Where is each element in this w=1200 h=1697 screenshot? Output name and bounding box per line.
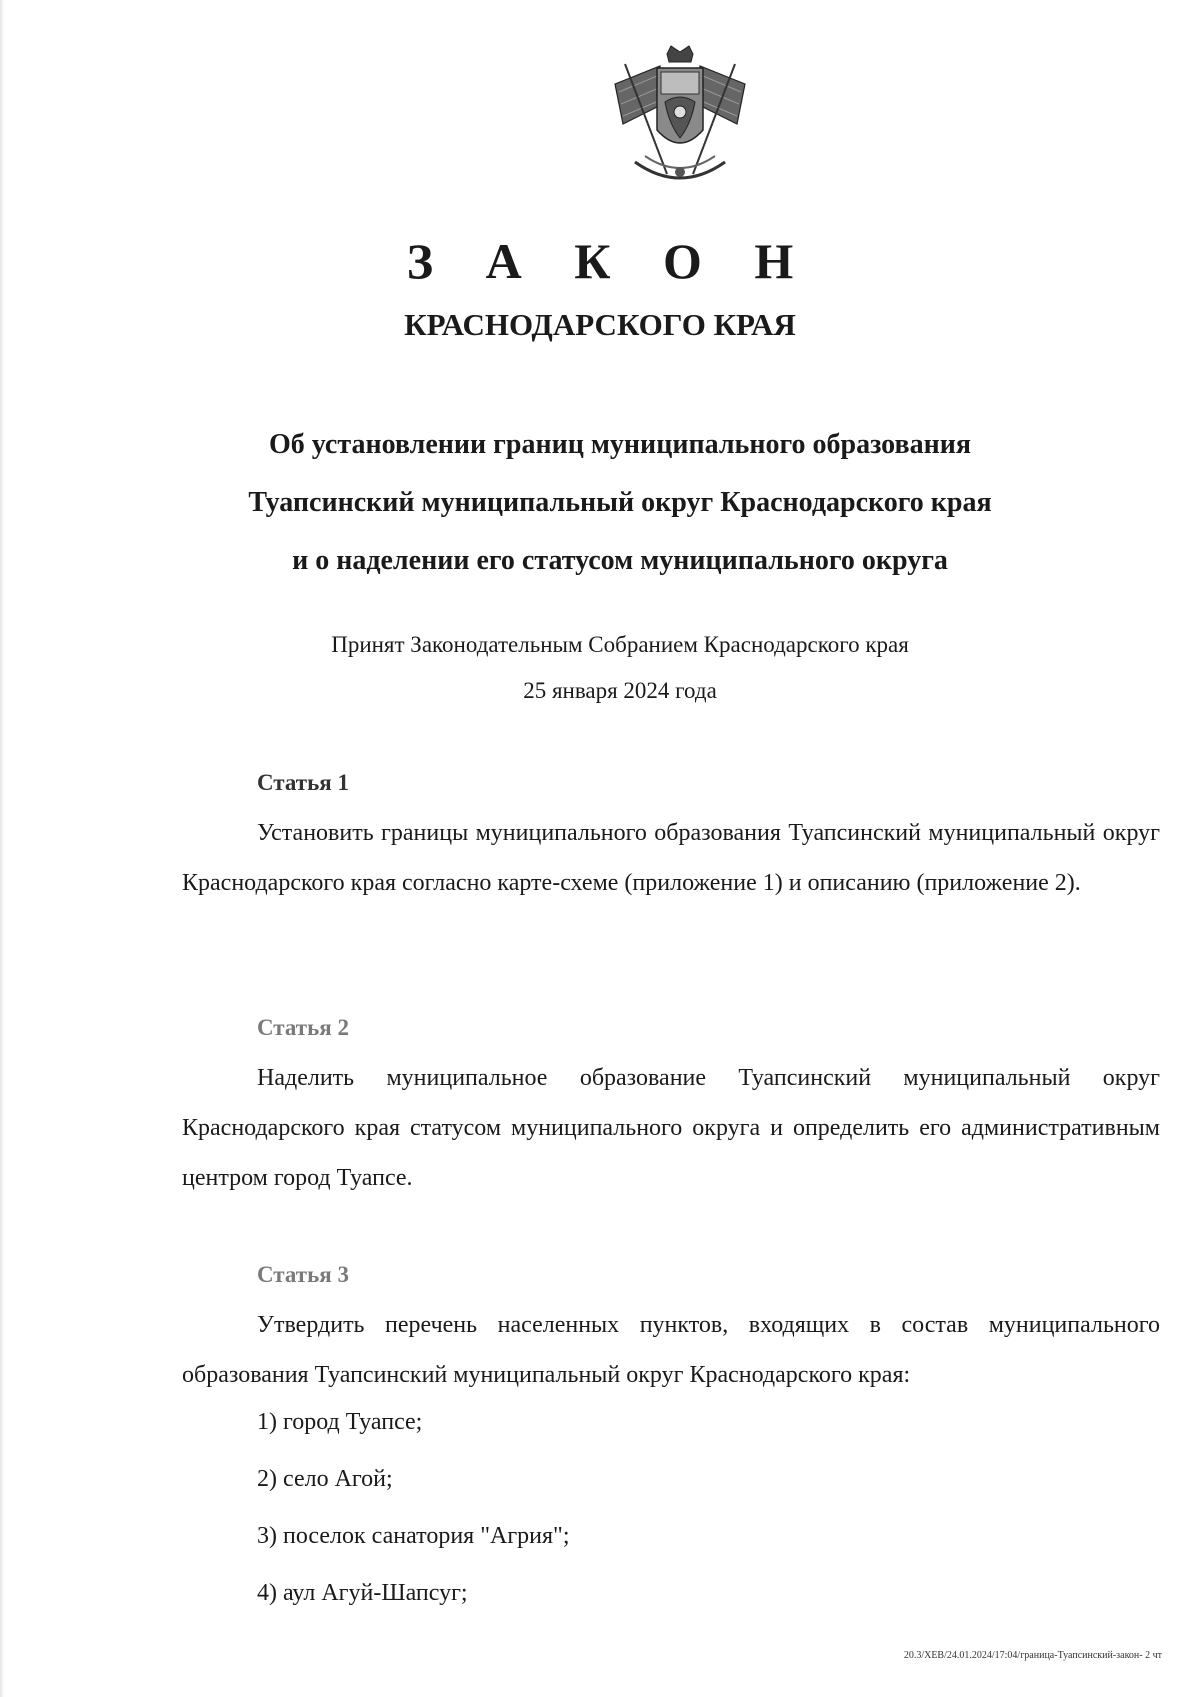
law-title: З А К О Н xyxy=(406,233,814,289)
settlement-list-item: 4) аул Агуй-Шапсуг; xyxy=(257,1580,468,1606)
coat-of-arms-emblem xyxy=(605,44,755,194)
heading-line: Об установлении границ муниципального образования xyxy=(269,429,971,460)
settlement-list-item: 1) город Туапсе; xyxy=(257,1409,423,1435)
adoption-note xyxy=(180,622,1060,714)
settlement-list-item: 3) поселок санатория "Агрия"; xyxy=(257,1523,570,1549)
article-1-title: Статья 1 xyxy=(257,770,349,795)
article-2-title: Статья 2 xyxy=(257,1015,349,1040)
settlement-list-item: 2) село Агой; xyxy=(257,1466,393,1492)
document-footer-code: 20.3/ХЕВ/24.01.2024/17:04/граница-Туапсинский-закон- 2 чт xyxy=(903,1650,1162,1661)
heading-line: и о наделении его статусом муниципального округа xyxy=(292,545,948,576)
article-2-text: Наделить муниципальное образование Туапсинский муниципальный округ Краснодарского края статусом муниципального округа и определить его административным центром город Туапсе. xyxy=(182,1065,1160,1191)
law-heading xyxy=(150,416,1090,590)
article-1-text: Установить границы муниципального образования Туапсинский муниципальный округ Краснодарского края согласно карте-схеме (приложение 1) и описанию (приложение 2). xyxy=(182,820,1160,896)
law-subtitle: КРАСНОДАРСКОГО КРАЯ xyxy=(404,307,796,342)
heading-line: Туапсинский муниципальный округ Краснодарского края xyxy=(248,487,992,518)
article-3-text: Утвердить перечень населенных пунктов, входящих в состав муниципального образования Туапсинский муниципальный округ Краснодарского края: xyxy=(182,1312,1160,1388)
adoption-body: Принят Законодательным Собранием Краснодарского края xyxy=(331,632,909,657)
article-3-title: Статья 3 xyxy=(257,1262,349,1287)
adoption-date: 25 января 2024 года xyxy=(523,678,717,703)
